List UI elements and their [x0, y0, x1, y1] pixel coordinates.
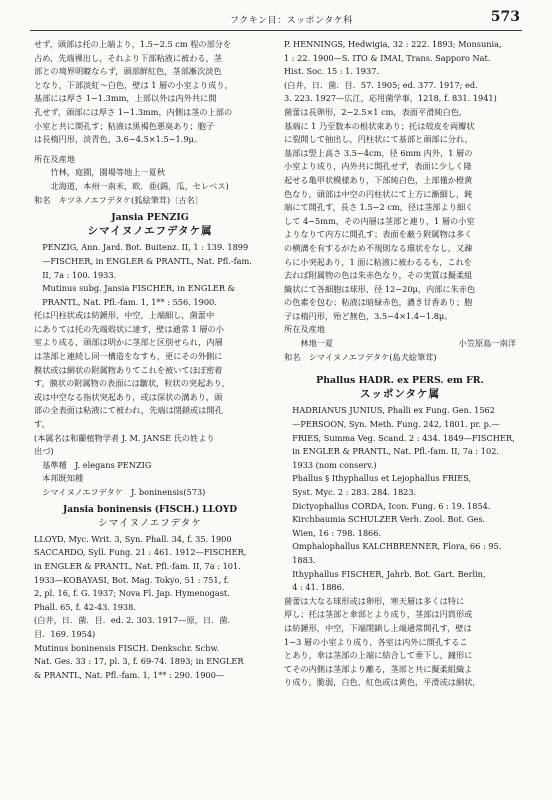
- text-line: 膜状或は網状の附属物ありてこれを被いてほぼ密着: [34, 364, 223, 375]
- text-line: 3. 223. 1927—広江，応用菌学事，1218, f. 831. 1941): [284, 93, 497, 104]
- text-line: P. HENNINGS, Hedwigia, 32 : 222. 1893; Monsunia,: [284, 39, 502, 49]
- text-line: PRANTL, Nat. Pfl.-fam. 1, 1** : 556. 1900.: [42, 296, 217, 307]
- text-line: II, 7a : 100. 1933.: [42, 269, 117, 280]
- left-column: [34, 38, 266, 682]
- species-kana: シマイヌノエフデタケ: [98, 518, 202, 530]
- text-line: in ENGLER & PRANTL, Nat. Pfl.-fam. II, 7a : 101.: [34, 560, 241, 571]
- text-line: Syst. Myc. 2 : 283. 284. 1823.: [292, 487, 417, 497]
- text-line: Nat. Ges. 33 : 17, pl. 3, f. 69-74. 1893; in ENGLER: [34, 656, 244, 667]
- text-line: Mutinus subg. Jansia FISCHER, in ENGLER &: [42, 283, 235, 294]
- text-line: 托は円柱状或は紡錘形，中空，上端細し，菌蕾中: [34, 310, 215, 321]
- text-line: 1 : 22. 1900—S. ITO & IMAI, Trans. Sapporo Nat.: [284, 52, 491, 63]
- habitat-lines: [34, 166, 266, 193]
- text-line: SACCARDO, Syll. Fung. 21 : 461. 1912—FISCHER,: [34, 547, 247, 558]
- text-line: Kirchbaumia SCHULZER Verh. Zool. Bot. Ges.: [292, 514, 486, 525]
- text-line: 去れば附属物の色は朱赤色なり，その実質は擬柔組: [284, 270, 473, 281]
- text-line: (白井，日．菌．目．ed. 2. 303. 1917—原，日．菌．: [34, 615, 236, 626]
- intro-paragraph: [34, 38, 266, 147]
- text-line: 基部は竪上高さ 3.5−4cm，径 6mm 内外，1 層の: [284, 147, 473, 158]
- genus-etymology-note: [34, 432, 266, 459]
- text-line: FRIES, Summa Veg. Scand. 2 : 434. 1849—FISCHER,: [292, 432, 515, 443]
- genus-heading-phallus: Phallus HADR. ex PERS. em FR.: [316, 375, 484, 387]
- right-column: [284, 38, 516, 690]
- text-line: LLOYD, Myc. Writ. 3, Syn. Phall. 34, f. 35. 1900: [34, 533, 232, 544]
- text-line: 竹林，庭園，園場等地上一夏秋: [50, 167, 166, 178]
- text-line: は茎部と連続し同一構造をなすも，更にその外側に: [34, 351, 223, 362]
- habitat-label: 所在及産地: [34, 153, 75, 164]
- text-line: は長楕円形，淡青色，3.6−4.5×1.5−1.9μ。: [34, 134, 203, 145]
- genus-references-jansia: [34, 241, 266, 309]
- genus-references-phallus: [284, 404, 516, 594]
- text-line: は紡錘形，中空，下端閉鎖し上端通常開孔す，壁は: [284, 622, 472, 633]
- text-line: てその内側は茎部より離る，茎部と共に擬柔組織よ: [284, 663, 473, 674]
- text-line: 目．169. 1954): [34, 628, 96, 639]
- text-line: 小室より成り，内外共に開孔せず，表面に少しく隆: [284, 161, 472, 172]
- text-line: となり，下部淡紅〜白色，壁は 1 層の小室より成り，: [34, 79, 233, 90]
- page-number: 573: [490, 9, 520, 25]
- running-header: [30, 8, 522, 31]
- japanese-name-right: 和名 シマイヌノエフデタケ(島犬絵筆茸): [284, 351, 437, 362]
- text-line: Phall. 65, f. 42-43. 1938.: [34, 601, 136, 612]
- text-line: り成り，脆弱，白色，紅色或は黄色，平滑或は網状，: [284, 677, 481, 688]
- text-line: 織状にて各細胞は球形，径 12−20μ，内部に朱赤色: [284, 283, 476, 294]
- text-line: 室より成る，頭部は明かに茎部と区別せられ，内層: [34, 337, 223, 348]
- species-references-continued: [284, 38, 516, 106]
- text-line: 孔せず，頭部には厚さ 1−1.3mm，内側は茎の上部の: [34, 106, 233, 117]
- text-line: に裂開して抽出し，円柱状にて基部と頭部に分れ，: [284, 134, 473, 145]
- text-line: 占め，先端裸出し，それより下部粘液に被わる，茎: [34, 52, 222, 63]
- text-line: 部との境界明瞭ならず，頭部鮮紅色，茎部漸次淡色: [34, 66, 222, 77]
- text-line: 基端に 1 乃至数本の根状束あり；托は殻皮を両瓣状: [284, 120, 475, 131]
- text-line: 子は楕円形，殆ど無色，3.5−4×1.4−1.8μ。: [284, 310, 453, 321]
- text-line: 1−3 層の小室より成り，各室は内外に開孔するこ: [284, 636, 468, 647]
- text-line: よりなりて内方に開孔す；表面を蔽う附属物は多く: [284, 229, 473, 240]
- text-line: 2, pl. 16, f. G. 1937; Nova Fl. Jap. Hymenogast.: [34, 588, 230, 599]
- genus-heading-jansia: Jansia PENZIG: [111, 212, 189, 224]
- text-line: 起せる亀甲状模様あり，下部純白色，上部僅か橙黄: [284, 174, 473, 185]
- text-line: 端にて開孔す，長さ 1.5−2 cm，径は茎部より細く: [284, 202, 474, 213]
- text-line: (白井，日．菌．目．57. 1905; ed. 377. 1917; ed.: [284, 79, 478, 90]
- text-line: 部の全表面は粘液にて被われ，先端は閉鎖或は開孔: [34, 405, 223, 416]
- text-line: らに小突起あり，1 面に粘液に被わるるも，これを: [284, 256, 472, 267]
- text-line: の色素を包む；粘液は暗緑赤色，濃き甘香あり；胞: [284, 297, 473, 308]
- text-line: 4 : 41. 1886.: [292, 582, 345, 593]
- text-line: 菌蕾は大なる球形或は卵形，寒天層は多くは特に: [284, 595, 465, 606]
- genus-kana-phallus: スッポンタケ属: [360, 387, 440, 400]
- text-line: Omphalophallus KALCHBRENNER, Flora, 66 : 95.: [292, 541, 502, 552]
- text-line: Phallus § Ithyphallus et Lejophallus FRIES,: [292, 473, 472, 484]
- running-title: フクキン目：スッポンタケ科: [230, 16, 353, 26]
- text-line: 1933—KOBAYASI, Bot. Mag. Tokyo, 51 : 751, f.: [34, 574, 230, 585]
- text-line: 1933 (nom conserv.): [292, 459, 377, 470]
- genus-kana-jansia: シマイヌノエフデタケ属: [87, 224, 213, 237]
- habitat-season: 林地一夏: [300, 338, 334, 349]
- text-line: 出づ): [34, 446, 54, 457]
- species-references: [34, 533, 266, 683]
- habitat-row: [284, 337, 516, 351]
- habitat-region: 小笠原島一南洋: [458, 338, 516, 349]
- text-line: 厚し；托は茎部と傘部とより成り，茎部は円筒形或: [284, 609, 473, 620]
- text-line: にありては托の先端殻状に達す，壁は通常 1 層の小: [34, 323, 224, 334]
- text-line: 或は中空なる指状突起あり，或は深状の溝あり，頭: [34, 391, 223, 402]
- genus-description-jansia: [34, 309, 266, 431]
- text-line: とあり，傘は茎部の上端に結合して垂下し，鐘形に: [284, 650, 473, 661]
- text-line: す。: [34, 419, 50, 430]
- text-line: 1883.: [292, 554, 316, 565]
- species-description: [284, 106, 516, 324]
- text-line: 基部には厚さ 1−1.3mm，上部以外は内外共に開: [34, 93, 217, 104]
- text-line: Wien, 16 : 798. 1866.: [292, 527, 382, 538]
- text-line: 菌蕾は長卵形，2−2.5×1 cm，表面平滑純白色，: [284, 106, 468, 117]
- local-species-entry: シマイヌノエフデタケ J. boninensis(573): [42, 487, 206, 497]
- text-line: 色なり，頭部は中空の円柱状にて上方に漸細し，鈍: [284, 188, 473, 199]
- text-line: (本属名は和蘭植物学者 J. M. JANSE 氏の姓より: [34, 432, 215, 443]
- text-line: して 4−5mm，その内層は茎部と連り，1 層の小室: [284, 215, 475, 226]
- japanese-name: 和名 キツネノエフデタケ(狐絵筆茸)〔古名〕: [34, 194, 203, 205]
- text-line: —FISCHER, in ENGLER & PRANTL, Nat. Pfl.-fam.: [42, 255, 252, 266]
- text-line: す，膜状の附属物の表面には皺状，粒状の突起あり，: [34, 378, 230, 389]
- text-line: 小室と共に開孔す；粘液は黒褐色悪臭あり；胞子: [34, 120, 215, 131]
- habitat-label-right: 所在及産地: [284, 324, 325, 335]
- text-line: —PERSOON, Syn. Meth. Fung. 242, 1801. pr. p.—: [292, 419, 500, 430]
- text-line: in ENGLER & PRANTL, Nat. Pfl.-fam. II, 7a : 102.: [292, 446, 500, 457]
- text-line: Dictyophallus CORDA, Icon. Fung. 6 : 19. 1854.: [292, 500, 491, 511]
- text-line: Ithyphallus FISCHER, Jahrb. Bot. Gart. Berlin,: [292, 568, 486, 579]
- text-line: Mutinus boninensis FISCH. Denkschr. Schw.: [34, 642, 220, 653]
- type-species-line: 基準種 J. elegans PENZIG: [42, 459, 152, 470]
- local-species-label: 本邦既知種: [42, 473, 84, 484]
- text-line: の横溝を有するがため不規則なる環状をなし，又疎: [284, 242, 473, 253]
- text-line: PENZIG, Ann. Jard. Bot. Buitenz. II, 1 : 139. 1899: [42, 242, 249, 253]
- text-line: HADRIANUS JUNIUS, Phalli ex Fung. Gen. 1562: [292, 405, 495, 416]
- text-line: Hist. Soc. 15 : 1. 1937.: [284, 66, 380, 77]
- genus-description-phallus: [284, 595, 516, 690]
- species-heading: Jansia boninensis (FISCH.) LLOYD: [62, 504, 238, 515]
- text-line: 北海道，本州一南米，欧．亜(錫，瓜，セレベス): [50, 180, 229, 191]
- text-line: & PRANTL, Nat. Pfl.-fam. 1, 1** : 290. 1900—: [34, 669, 225, 680]
- text-line: せず，頭部は托の上端より，1.5−2.5 cm 程の部分を: [34, 39, 232, 49]
